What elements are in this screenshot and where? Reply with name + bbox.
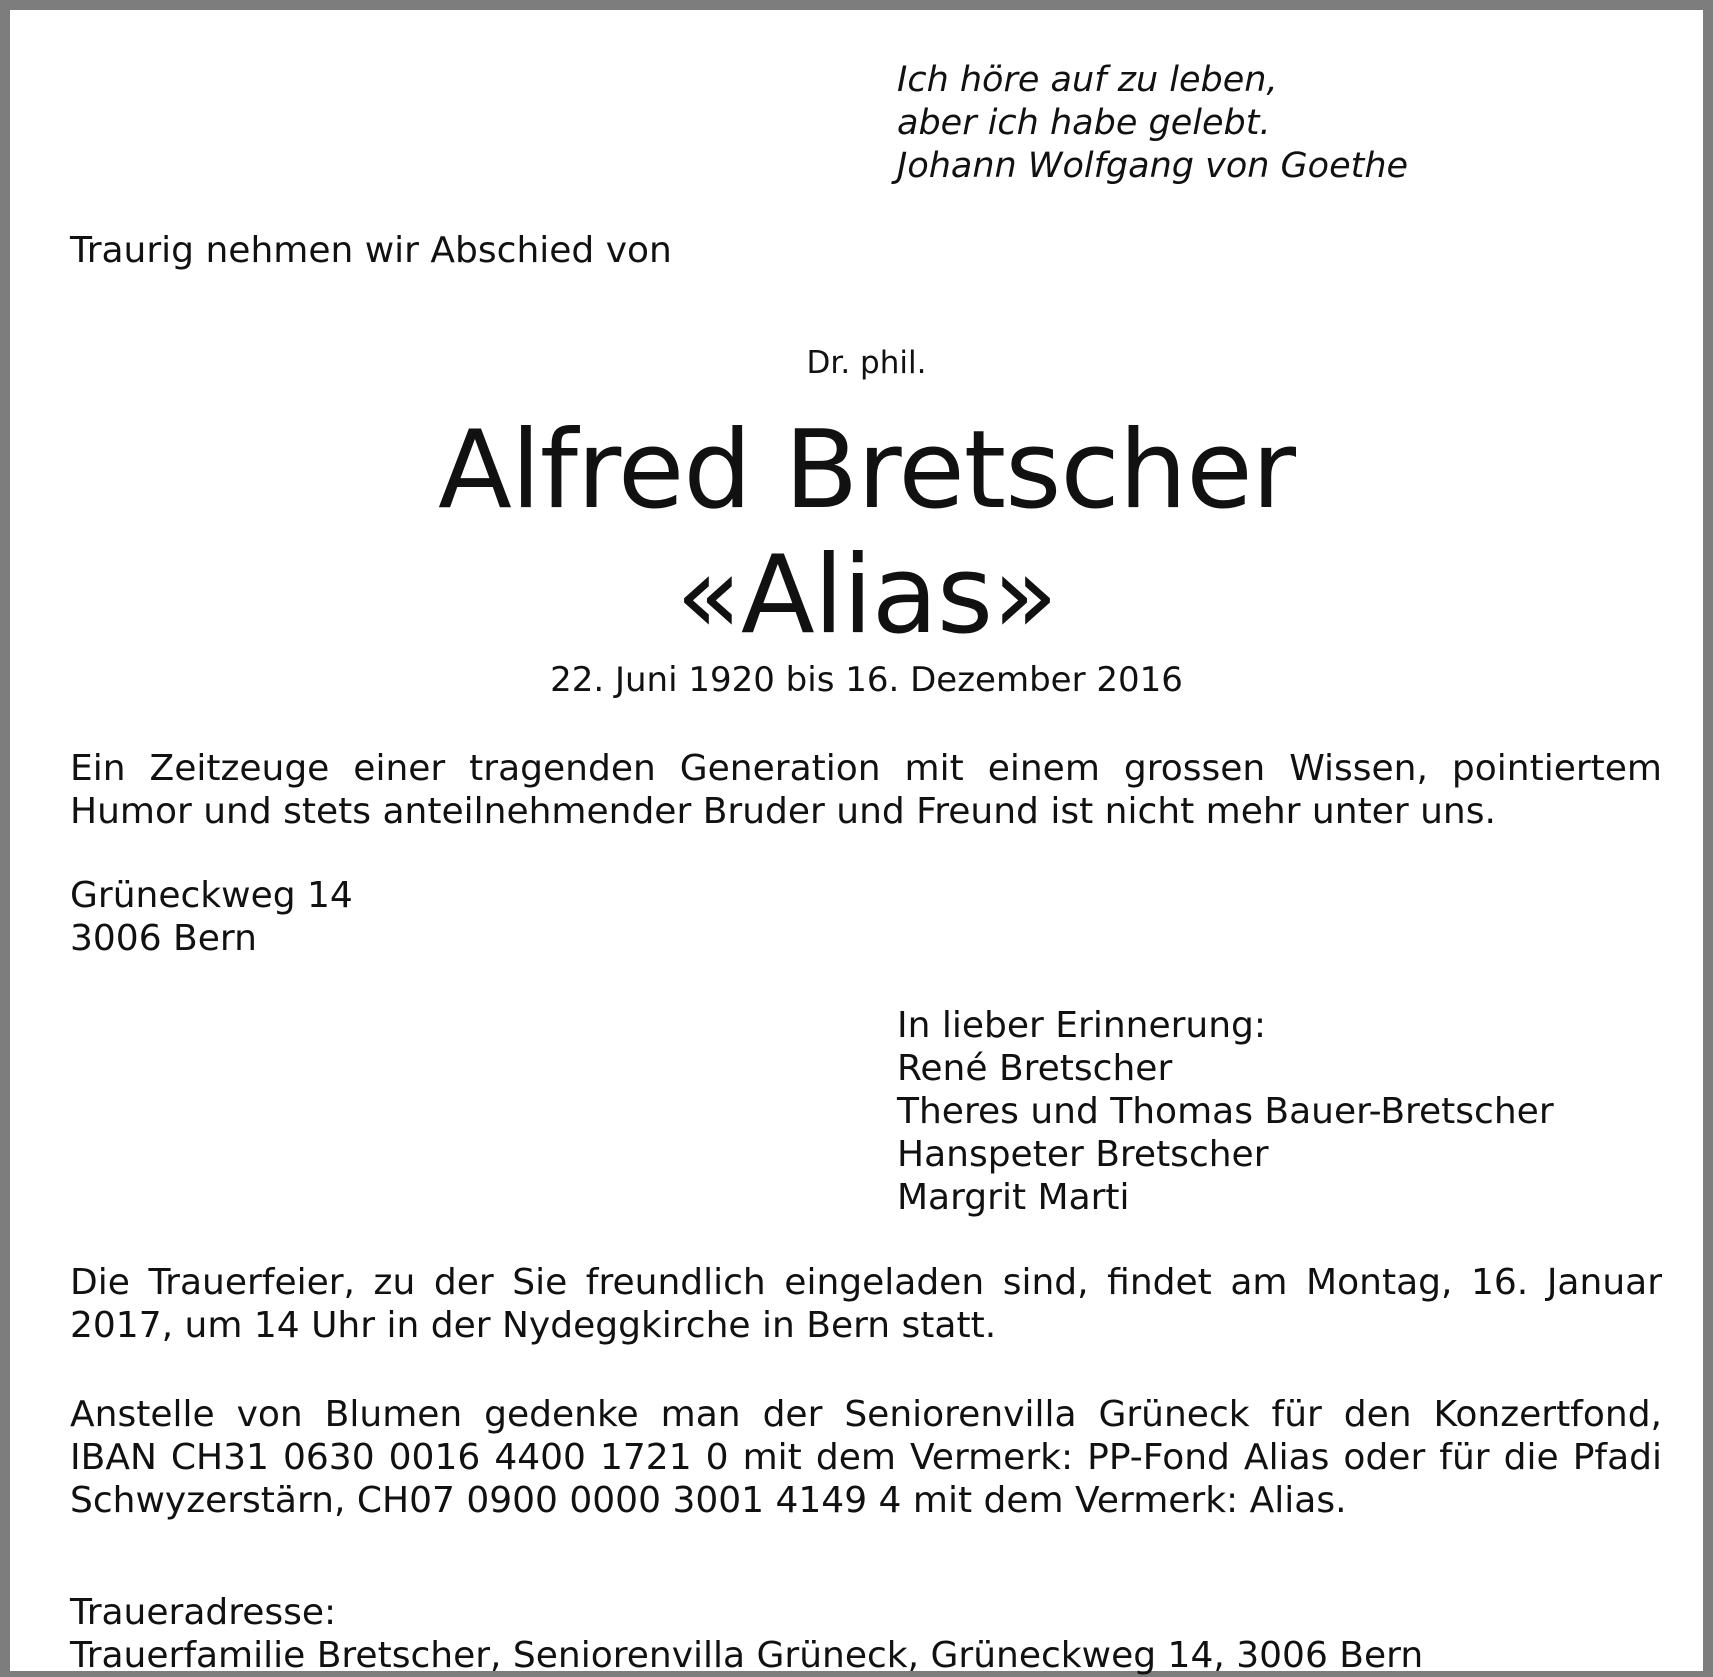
donation-line-3: Schwyzerstärn, CH07 0900 0000 3001 4149 4 mit dem Vermerk: Alias. xyxy=(70,1480,1347,1521)
quote-author: Johann Wolfgang von Goethe xyxy=(897,146,1409,186)
life-dates: 22. Juni 1920 bis 16. Dezember 2016 xyxy=(550,660,1183,700)
donation-line-2: IBAN CH31 0630 0016 4400 1721 0 mit dem Vermerk: PP-Fond Alias oder für die Pfadi xyxy=(70,1437,1662,1478)
intro-text: Traurig nehmen wir Abschied von xyxy=(70,230,672,271)
address-street: Grüneckweg 14 xyxy=(70,875,353,916)
quote-line-2: aber ich habe gelebt. xyxy=(897,103,1271,143)
tribute-line-2: Humor und stets anteilnehmender Bruder und Freund ist nicht mehr unter uns. xyxy=(70,791,1496,832)
mourner-name: Theres und Thomas Bauer-Bretscher xyxy=(897,1091,1554,1132)
mourning-address xyxy=(70,1591,1423,1677)
memory-heading: In lieber Erinnerung: xyxy=(897,1005,1267,1046)
home-address xyxy=(70,874,353,960)
mourning-address-value: Trauerfamilie Bretscher, Seniorenvilla Grüneck, Grüneckweg 14, 3006 Bern xyxy=(70,1635,1424,1676)
mourner-name: René Bretscher xyxy=(897,1048,1173,1089)
mourner-name: Hanspeter Bretscher xyxy=(897,1134,1269,1175)
service-line-1: Die Trauerfeier, zu der Sie freundlich eingeladen sind, findet am Montag, 16. Januar xyxy=(70,1262,1662,1303)
academic-title: Dr. phil. xyxy=(806,345,927,381)
service-paragraph xyxy=(70,1261,1662,1347)
quote-line-1: Ich höre auf zu leben, xyxy=(897,60,1278,100)
in-memory-block xyxy=(897,1004,1554,1219)
mourner-name: Margrit Marti xyxy=(897,1177,1130,1218)
goethe-quote xyxy=(897,59,1408,188)
service-line-2: 2017, um 14 Uhr in der Nydeggkirche in Bern statt. xyxy=(70,1305,997,1346)
tribute-paragraph xyxy=(70,747,1662,833)
mourning-address-heading: Traueradresse: xyxy=(70,1592,337,1633)
donation-line-1: Anstelle von Blumen gedenke man der Seniorenvilla Grüneck für den Konzertfond, xyxy=(70,1394,1662,1435)
deceased-name-block xyxy=(10,408,1713,658)
deceased-name: Alfred Bretscher xyxy=(437,408,1296,533)
tribute-line-1: Ein Zeitzeuge einer tragenden Generation mit einem grossen Wissen, pointiertem xyxy=(70,748,1662,789)
address-city: 3006 Bern xyxy=(70,918,257,959)
donation-paragraph xyxy=(70,1393,1662,1522)
deceased-nickname: «Alias» xyxy=(675,533,1058,658)
